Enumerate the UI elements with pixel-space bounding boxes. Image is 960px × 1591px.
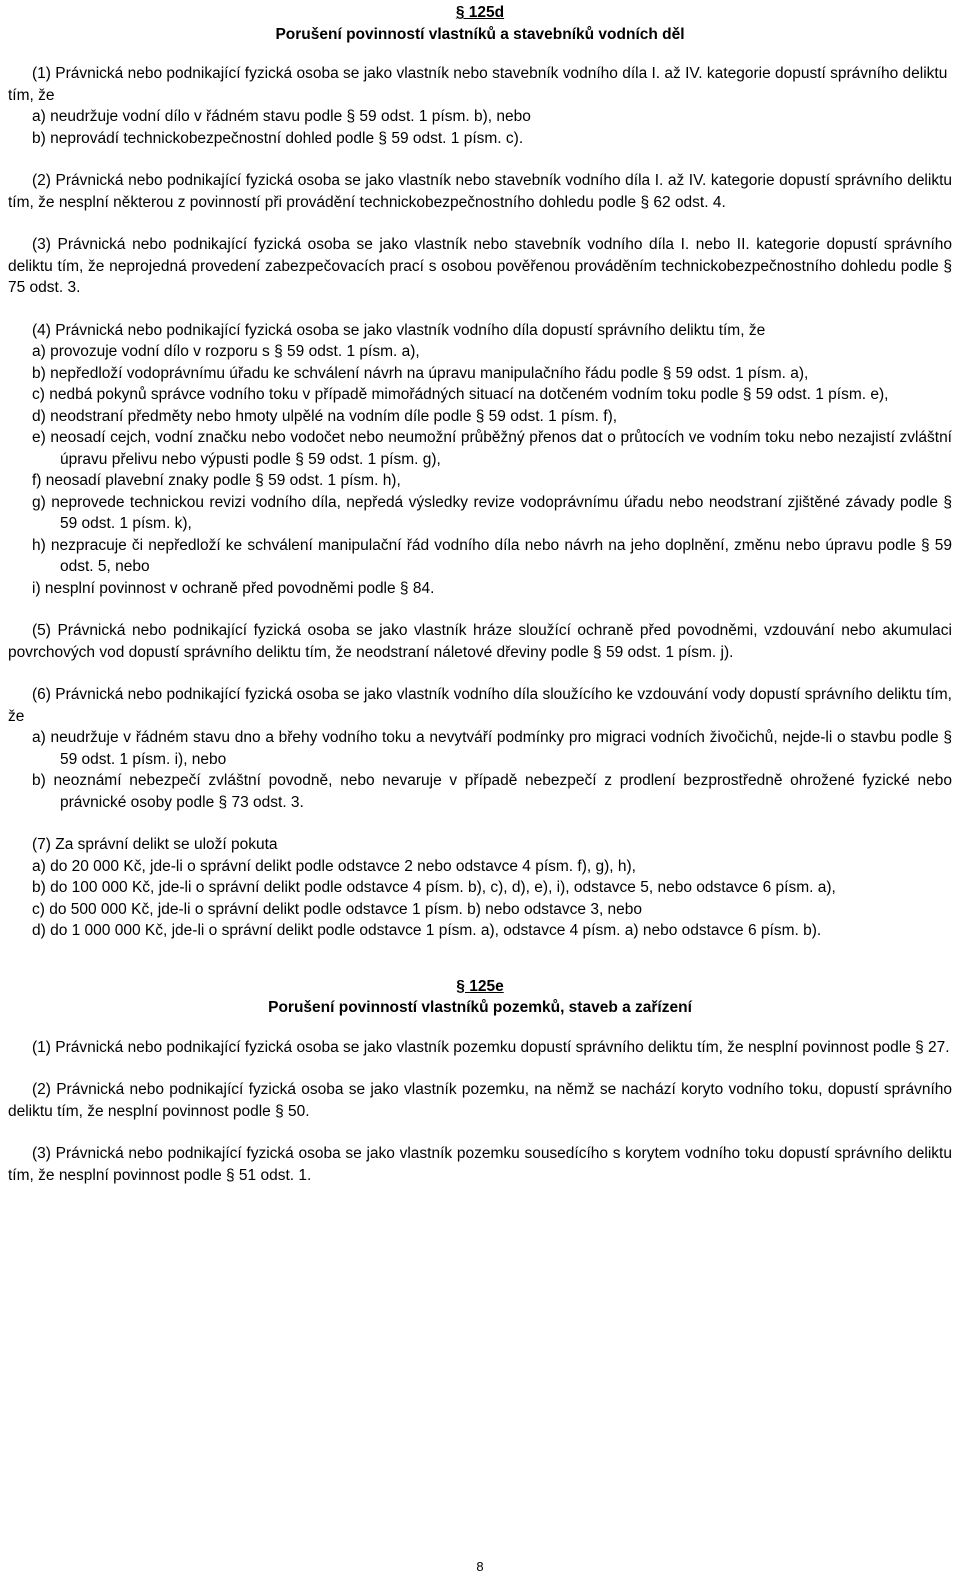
page-number: 8 [476,1559,484,1574]
list-item: a) do 20 000 Kč, jde-li o správní delikt podle odstavce 2 nebo odstavce 4 písm. f), g), h), [32,857,636,875]
paragraph-text: (3) Právnická nebo podnikající fyzická osoba se jako vlastník nebo stavebník vodního díla I. nebo II. kategorie dopustí správního deliktu tím, že neprojedná provedení zabezpečovacích prací s osobou pověřenou prováděním technickobezpečnostního dohledu podle § 75 odst. 3. [8,236,952,296]
list-item: a) neudržuje vodní dílo v řádném stavu podle § 59 odst. 1 písm. b), nebo [32,108,531,125]
list-item: a) provozuje vodní dílo v rozporu s § 59 odst. 1 písm. a), [32,343,420,360]
paragraph-text: (5) Právnická nebo podnikající fyzická osoba se jako vlastník hráze sloužící ochraně před povodněmi, vzdouvání nebo akumulaci povrchových vod dopustí správního deliktu tím, že neodstraní náletové dřeviny podle § 59 odst. 1 písm. j). [8,622,952,661]
section-125e [8,976,952,1187]
list-item: b) nepředloží vodoprávnímu úřadu ke schválení návrh na úpravu manipulačního řádu podle § 59 odst. 1 písm. a), [32,364,809,382]
list-item: b) do 100 000 Kč, jde-li o správní delikt podle odstavce 4 písm. b), c), d), e), i), odstavce 5, nebo odstavce 6 písm. a), [32,879,836,896]
paragraph-text: (2) Právnická nebo podnikající fyzická osoba se jako vlastník nebo stavebník vodního díla I. až IV. kategorie dopustí správního deliktu tím, že nesplní některou z povinností při provádění technickobezpečnostního dohledu podle § 62 odst. 4. [8,172,952,211]
paragraph-1 [8,1037,952,1059]
paragraph-text: (2) Právnická nebo podnikající fyzická osoba se jako vlastník pozemku, na němž se nachází koryto vodního toku, dopustí správního deliktu tím, že nesplní povinnost podle § 50. [8,1081,952,1120]
section-number: § 125d [455,4,505,21]
paragraph-5 [8,620,952,663]
paragraph-2 [8,1079,952,1122]
section-number: § 125e [456,977,504,995]
paragraph-3 [8,234,952,299]
section-title: Porušení povinností vlastníků pozemků, staveb a zařízení [268,999,692,1016]
list-item: e) neosadí cejch, vodní značku nebo vodočet nebo neumožní průběžný přenos dat o průtocích ve vodním toku nebo nezajistí zvláštní úpravu přelivu nebo výpusti podle § 59 odst. 1 písm. g), [32,429,952,468]
list-item: c) nedbá pokynů správce vodního toku v případě mimořádných situací na dotčeném vodním toku podle § 59 odst. 1 písm. e), [32,386,889,403]
list-item: f) neosadí plavební znaky podle § 59 odst. 1 písm. h), [32,472,401,489]
list-item: d) neodstraní předměty nebo hmoty ulpělé na vodním díle podle § 59 odst. 1 písm. f), [32,407,618,425]
list-item: g) neprovede technickou revizi vodního díla, nepředá výsledky revize vodoprávnímu úřadu nebo neodstraní zjištěné závady podle § 59 odst. 1 písm. k), [32,493,952,532]
paragraph-3 [8,1143,952,1186]
list-item: d) do 1 000 000 Kč, jde-li o správní delikt podle odstavce 1 písm. a), odstavce 4 písm. a) nebo odstavce 6 písm. b). [32,922,822,939]
paragraph-intro: (6) Právnická nebo podnikající fyzická osoba se jako vlastník vodního díla sloužícího ke vzdouvání vody dopustí správního deliktu tím, že [8,686,952,725]
list-item: h) nezpracuje či nepředloží ke schválení manipulační řád vodního díla nebo návrh na jeho doplnění, změnu nebo úpravu podle § 59 odst. 5, nebo [32,536,952,575]
paragraph-4 [8,320,952,600]
paragraph-6 [8,684,952,813]
list-item: b) neoznámí nebezpečí zvláštní povodně, nebo nevaruje v případě nebezpečí z prodlení bezprostředně ohrožené fyzické nebo právnické osoby podle § 73 odst. 3. [32,772,952,811]
paragraph-intro: (1) Právnická nebo podnikající fyzická osoba se jako vlastník nebo stavebník vodního díla I. až IV. kategorie dopustí správního deliktu tím, že [8,65,948,104]
paragraph-intro: (7) Za správní delikt se uloží pokuta [32,836,278,853]
paragraph-text: (1) Právnická nebo podnikající fyzická osoba se jako vlastník pozemku dopustí správního deliktu tím, že nesplní povinnost podle § 27. [32,1038,950,1056]
section-title: Porušení povinností vlastníků a stavebníků vodních děl [275,25,685,43]
section-125d [8,2,952,942]
paragraph-1 [8,63,952,149]
list-item: i) nesplní povinnost v ochraně před povodněmi podle § 84. [32,579,435,597]
paragraph-intro: (4) Právnická nebo podnikající fyzická osoba se jako vlastník vodního díla dopustí správního deliktu tím, že [32,321,766,339]
paragraph-2 [8,170,952,213]
list-item: c) do 500 000 Kč, jde-li o správní delikt podle odstavce 1 písm. b) nebo odstavce 3, nebo [32,900,643,918]
list-item: b) neprovádí technickobezpečnostní dohled podle § 59 odst. 1 písm. c). [32,129,524,147]
document-page [8,2,952,1186]
list-item: a) neudržuje v řádném stavu dno a břehy vodního toku a nevytváří podmínky pro migraci vodních živočichů, nejde-li o stavbu podle § 59 odst. 1 písm. i), nebo [32,729,952,768]
paragraph-7 [8,834,952,942]
paragraph-text: (3) Právnická nebo podnikající fyzická osoba se jako vlastník pozemku sousedícího s korytem vodního toku dopustí správního deliktu tím, že nesplní povinnost podle § 51 odst. 1. [8,1145,952,1184]
